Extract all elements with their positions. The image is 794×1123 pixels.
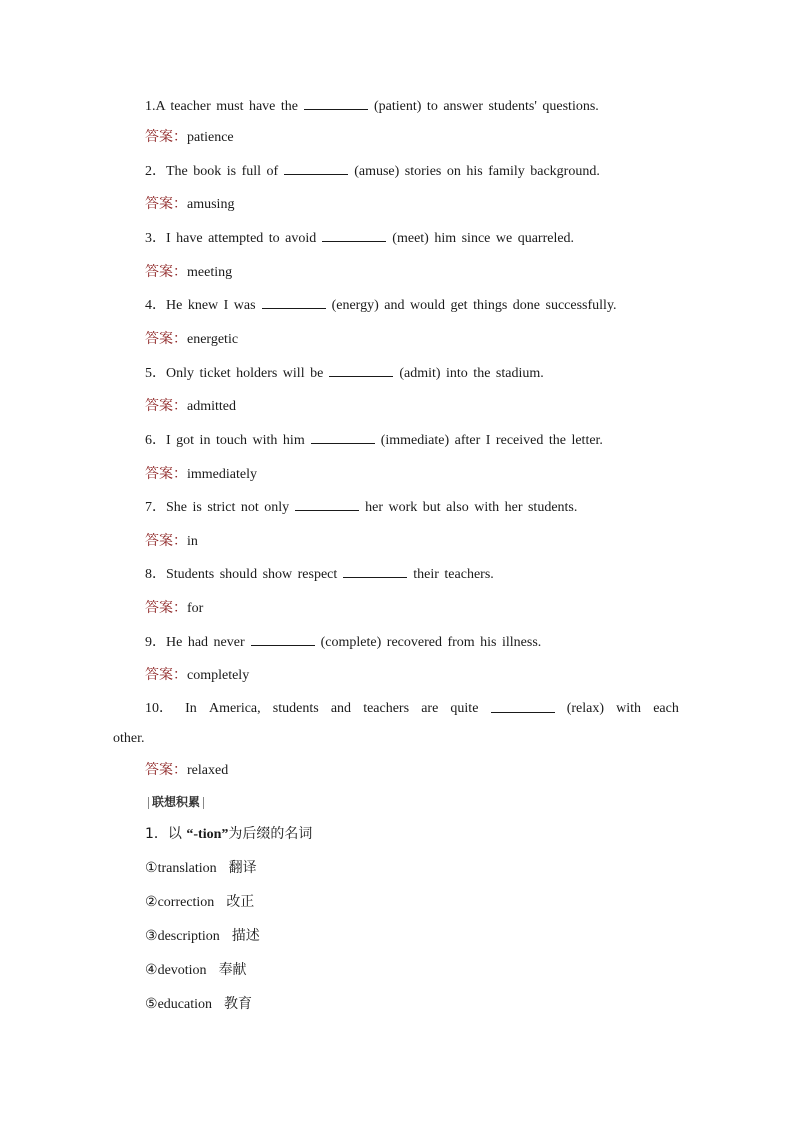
q-number: 9． xyxy=(145,635,166,650)
q-text-before: He knew I was xyxy=(166,298,256,313)
item-word: correction xyxy=(157,895,215,910)
q-word: quite xyxy=(450,701,479,716)
question-2 xyxy=(145,162,600,181)
q-number: 7． xyxy=(145,500,166,515)
item-word: education xyxy=(157,997,212,1012)
answer-label: 答案： xyxy=(145,600,187,616)
question-4 xyxy=(145,296,617,315)
question-8 xyxy=(145,565,494,584)
q-text-after: (amuse) stories on his family background. xyxy=(354,164,600,179)
item-word: description xyxy=(157,929,220,944)
section-tag xyxy=(145,793,207,810)
q-word: each xyxy=(653,701,679,716)
answer-4 xyxy=(145,330,238,349)
answer-5 xyxy=(145,397,236,416)
heading-rest: 为后缀的名词 xyxy=(228,826,313,842)
answer-blank xyxy=(322,229,386,242)
q-text-before: He had never xyxy=(166,635,245,650)
answer-6 xyxy=(145,465,257,484)
question-6 xyxy=(145,431,603,450)
answer-blank xyxy=(304,97,368,110)
item-word: devotion xyxy=(157,963,207,978)
answer-blank xyxy=(262,296,326,309)
answer-value: energetic xyxy=(187,332,239,347)
q-word: and xyxy=(330,701,352,716)
answer-label: 答案： xyxy=(145,466,187,482)
q-text-after: (meet) him since we quarreled. xyxy=(392,231,575,246)
item-meaning: 教育 xyxy=(223,996,252,1012)
q-text-before: I have attempted to avoid xyxy=(166,231,317,246)
answer-value: immediately xyxy=(187,467,257,482)
q-word: 10． xyxy=(145,701,173,716)
answer-value: amusing xyxy=(187,197,235,212)
answer-label: 答案： xyxy=(145,331,187,347)
answer-value: relaxed xyxy=(187,763,229,778)
answer-10 xyxy=(145,761,228,780)
item-mark: ③ xyxy=(145,929,158,944)
answer-blank xyxy=(284,162,348,175)
q-number: 1. xyxy=(145,99,156,114)
q-number: 2． xyxy=(145,164,166,179)
answer-3 xyxy=(145,263,232,282)
vocab-item xyxy=(145,857,257,877)
answer-label: 答案： xyxy=(145,264,187,280)
question-5 xyxy=(145,364,544,383)
vocab-item xyxy=(145,925,260,945)
vocab-item xyxy=(145,993,252,1013)
item-meaning: 改正 xyxy=(226,894,255,910)
q-number: 4． xyxy=(145,298,166,313)
answer-label: 答案： xyxy=(145,398,187,414)
q-text-after: (complete) recovered from his illness. xyxy=(320,635,542,650)
answer-blank xyxy=(491,700,555,713)
answer-value: patience xyxy=(187,130,234,145)
answer-label: 答案： xyxy=(145,129,187,145)
q-text-after: their teachers. xyxy=(413,567,494,582)
q-word: (relax) xyxy=(566,701,605,716)
vocab-item xyxy=(145,891,254,911)
answer-1 xyxy=(145,128,234,147)
tag-bar-right xyxy=(203,797,204,809)
answer-blank xyxy=(251,633,315,646)
answer-value: in xyxy=(187,534,198,549)
q-number: 8． xyxy=(145,567,166,582)
answer-blank xyxy=(295,498,359,511)
q-text-before: I got in touch with him xyxy=(166,433,305,448)
question-1 xyxy=(145,97,599,116)
q-text-after: (patient) to answer students' questions. xyxy=(374,99,599,114)
section-heading xyxy=(145,823,312,843)
heading-num: 1．以 xyxy=(145,826,182,842)
q-word: teachers xyxy=(363,701,410,716)
tag-bar-left xyxy=(148,797,149,809)
answer-label: 答案： xyxy=(145,762,187,778)
answer-9 xyxy=(145,666,249,685)
answer-label: 答案： xyxy=(145,667,187,683)
q-text-before: Only ticket holders will be xyxy=(166,366,324,381)
q-text-after: her work but also with her students. xyxy=(365,500,578,515)
item-meaning: 翻译 xyxy=(228,860,257,876)
q-word: are xyxy=(421,701,439,716)
question-9 xyxy=(145,633,541,652)
item-mark: ⑤ xyxy=(145,997,158,1012)
item-mark: ④ xyxy=(145,963,158,978)
answer-blank xyxy=(343,565,407,578)
answer-blank xyxy=(329,364,393,377)
heading-term: “-tion” xyxy=(186,827,229,842)
q-word: with xyxy=(616,701,642,716)
section-tag-label: 联想积累 xyxy=(152,795,201,809)
q-number: 5． xyxy=(145,366,166,381)
vocab-item xyxy=(145,959,247,979)
q-text-before: Students should show respect xyxy=(166,567,338,582)
item-meaning: 描述 xyxy=(231,928,260,944)
q-word: In xyxy=(185,701,197,716)
item-mark: ② xyxy=(145,895,158,910)
question-3 xyxy=(145,229,574,248)
q-word: students xyxy=(272,701,319,716)
answer-2 xyxy=(145,195,234,214)
answer-value: completely xyxy=(187,668,250,683)
answer-value: meeting xyxy=(187,265,233,280)
question-10-continuation: other. xyxy=(113,731,145,746)
q-text-after: (immediate) after I received the letter. xyxy=(380,433,603,448)
q-number: 3． xyxy=(145,231,166,246)
answer-8 xyxy=(145,599,203,618)
answer-label: 答案： xyxy=(145,196,187,212)
q-text-before: She is strict not only xyxy=(166,500,290,515)
q-text-before: The book is full of xyxy=(166,164,279,179)
q-word: America, xyxy=(208,701,261,716)
answer-value: admitted xyxy=(187,399,236,414)
q-text-after: (admit) into the stadium. xyxy=(399,366,544,381)
answer-value: for xyxy=(187,601,204,616)
answer-7 xyxy=(145,532,198,551)
item-mark: ① xyxy=(145,861,158,876)
q-number: 6． xyxy=(145,433,166,448)
item-meaning: 奉献 xyxy=(218,962,247,978)
item-word: translation xyxy=(157,861,217,876)
question-7 xyxy=(145,498,577,517)
question-10 xyxy=(145,700,679,718)
q-text-after: (energy) and would get things done successfully. xyxy=(331,298,617,313)
answer-blank xyxy=(311,431,375,444)
q-text-before: A teacher must have the xyxy=(155,99,299,114)
answer-label: 答案： xyxy=(145,533,187,549)
